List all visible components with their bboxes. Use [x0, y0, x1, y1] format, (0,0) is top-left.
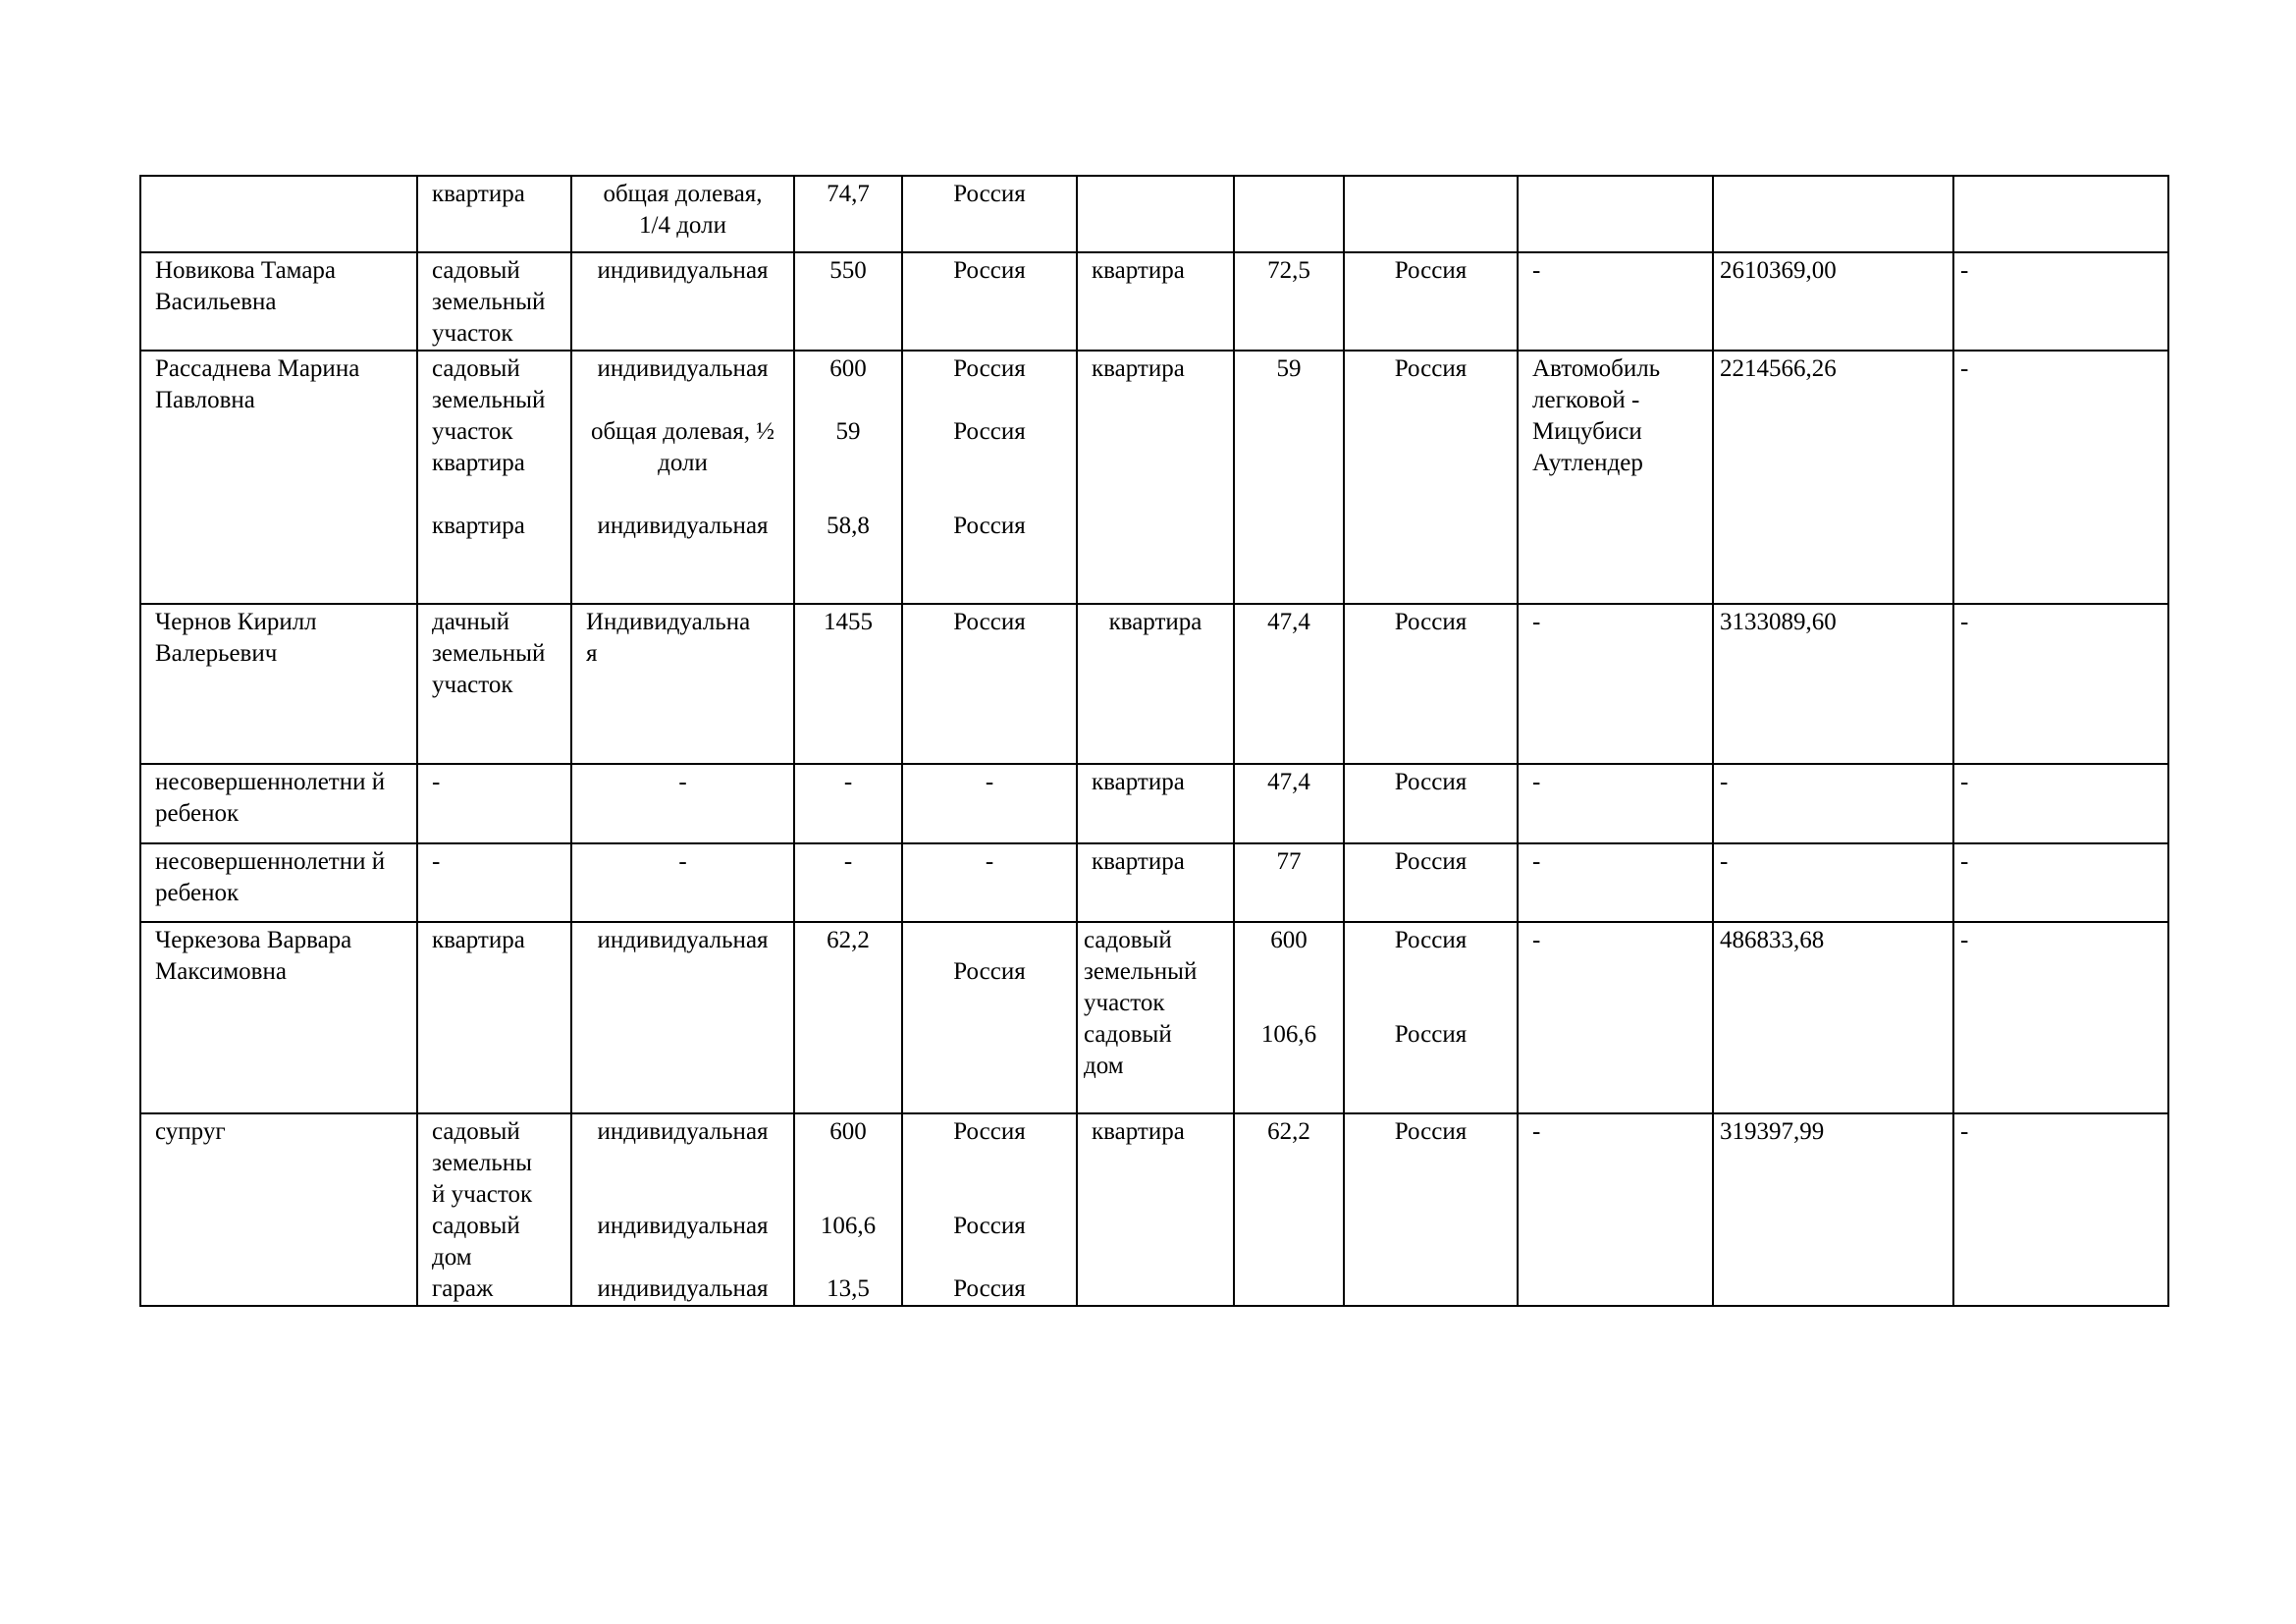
- own-kind-cell: индивидуальная индивидуальная индивидуальная: [571, 1113, 794, 1306]
- name-cell: Черкезова Варвара Максимовна: [140, 922, 417, 1113]
- source-cell: -: [1953, 764, 2168, 843]
- table-row: [140, 252, 2168, 351]
- use-country-cell: Россия: [1344, 252, 1518, 351]
- own-country-cell: Россия Россия Россия: [902, 1113, 1077, 1306]
- use-type-cell: [1077, 176, 1234, 252]
- use-country-cell: Россия Россия: [1344, 922, 1518, 1113]
- table-row: [140, 843, 2168, 922]
- vehicles-cell: -: [1518, 922, 1713, 1113]
- vehicles-cell: -: [1518, 843, 1713, 922]
- source-cell: -: [1953, 922, 2168, 1113]
- table-row: [140, 922, 2168, 1113]
- use-type-cell: квартира: [1077, 252, 1234, 351]
- own-type-cell: садовый земельный участок квартира квартира: [417, 351, 571, 604]
- use-type-cell: квартира: [1077, 604, 1234, 764]
- use-type-cell: квартира: [1077, 1113, 1234, 1306]
- vehicles-cell: -: [1518, 764, 1713, 843]
- use-country-cell: Россия: [1344, 1113, 1518, 1306]
- income-cell: 2610369,00: [1713, 252, 1953, 351]
- name-cell: Рассаднева Марина Павловна: [140, 351, 417, 604]
- table-row: [140, 351, 2168, 604]
- own-kind-cell: -: [571, 843, 794, 922]
- name-cell: Чернов Кирилл Валерьевич: [140, 604, 417, 764]
- declarations-table: [139, 175, 2169, 1307]
- own-type-cell: садовый земельны й участок садовый дом гараж: [417, 1113, 571, 1306]
- own-country-cell: Россия Россия Россия: [902, 351, 1077, 604]
- use-country-cell: Россия: [1344, 843, 1518, 922]
- own-country-cell: -: [902, 843, 1077, 922]
- table-row: [140, 604, 2168, 764]
- vehicles-cell: -: [1518, 252, 1713, 351]
- own-country-cell: -: [902, 764, 1077, 843]
- source-cell: -: [1953, 843, 2168, 922]
- own-type-cell: квартира: [417, 922, 571, 1113]
- own-kind-cell: индивидуальная: [571, 922, 794, 1113]
- name-cell: Новикова Тамара Васильевна: [140, 252, 417, 351]
- vehicles-cell: -: [1518, 604, 1713, 764]
- use-country-cell: Россия: [1344, 604, 1518, 764]
- own-type-cell: -: [417, 764, 571, 843]
- own-type-cell: дачный земельный участок: [417, 604, 571, 764]
- use-country-cell: Россия: [1344, 351, 1518, 604]
- own-area-cell: 62,2: [794, 922, 902, 1113]
- source-cell: -: [1953, 351, 2168, 604]
- own-country-cell: Россия: [902, 604, 1077, 764]
- use-type-cell: квартира: [1077, 843, 1234, 922]
- use-type-cell: квартира: [1077, 764, 1234, 843]
- use-type-cell: садовый земельный участок садовый дом: [1077, 922, 1234, 1113]
- own-type-cell: -: [417, 843, 571, 922]
- use-area-cell: 77: [1234, 843, 1344, 922]
- income-cell: [1713, 176, 1953, 252]
- name-cell: супруг: [140, 1113, 417, 1306]
- own-kind-cell: индивидуальная общая долевая, ½ доли индивидуальная: [571, 351, 794, 604]
- source-cell: [1953, 176, 2168, 252]
- use-type-cell: квартира: [1077, 351, 1234, 604]
- vehicles-cell: Автомобиль легковой - Мицубиси Аутлендер: [1518, 351, 1713, 604]
- income-cell: 3133089,60: [1713, 604, 1953, 764]
- name-cell: несовершеннолетни й ребенок: [140, 843, 417, 922]
- use-area-cell: [1234, 176, 1344, 252]
- name-cell: несовершеннолетни й ребенок: [140, 764, 417, 843]
- own-type-cell: садовый земельный участок: [417, 252, 571, 351]
- vehicles-cell: [1518, 176, 1713, 252]
- own-country-cell: Россия: [902, 922, 1077, 1113]
- use-country-cell: Россия: [1344, 764, 1518, 843]
- own-area-cell: 1455: [794, 604, 902, 764]
- source-cell: -: [1953, 1113, 2168, 1306]
- own-kind-cell: общая долевая, 1/4 доли: [571, 176, 794, 252]
- source-cell: -: [1953, 252, 2168, 351]
- vehicles-cell: -: [1518, 1113, 1713, 1306]
- own-country-cell: Россия: [902, 176, 1077, 252]
- income-cell: 2214566,26: [1713, 351, 1953, 604]
- income-cell: -: [1713, 764, 1953, 843]
- own-area-cell: 600 106,6 13,5: [794, 1113, 902, 1306]
- name-cell: [140, 176, 417, 252]
- use-area-cell: 62,2: [1234, 1113, 1344, 1306]
- own-area-cell: -: [794, 843, 902, 922]
- own-kind-cell: Индивидуальна я: [571, 604, 794, 764]
- use-area-cell: 59: [1234, 351, 1344, 604]
- use-area-cell: 47,4: [1234, 764, 1344, 843]
- own-area-cell: -: [794, 764, 902, 843]
- use-area-cell: 47,4: [1234, 604, 1344, 764]
- income-cell: -: [1713, 843, 1953, 922]
- source-cell: -: [1953, 604, 2168, 764]
- table-row: [140, 176, 2168, 252]
- own-area-cell: 550: [794, 252, 902, 351]
- table-row: [140, 764, 2168, 843]
- own-kind-cell: -: [571, 764, 794, 843]
- use-area-cell: 600 106,6: [1234, 922, 1344, 1113]
- own-kind-cell: индивидуальная: [571, 252, 794, 351]
- own-type-cell: квартира: [417, 176, 571, 252]
- use-country-cell: [1344, 176, 1518, 252]
- table-row: [140, 1113, 2168, 1306]
- income-cell: 319397,99: [1713, 1113, 1953, 1306]
- own-area-cell: 600 59 58,8: [794, 351, 902, 604]
- income-cell: 486833,68: [1713, 922, 1953, 1113]
- own-area-cell: 74,7: [794, 176, 902, 252]
- own-country-cell: Россия: [902, 252, 1077, 351]
- use-area-cell: 72,5: [1234, 252, 1344, 351]
